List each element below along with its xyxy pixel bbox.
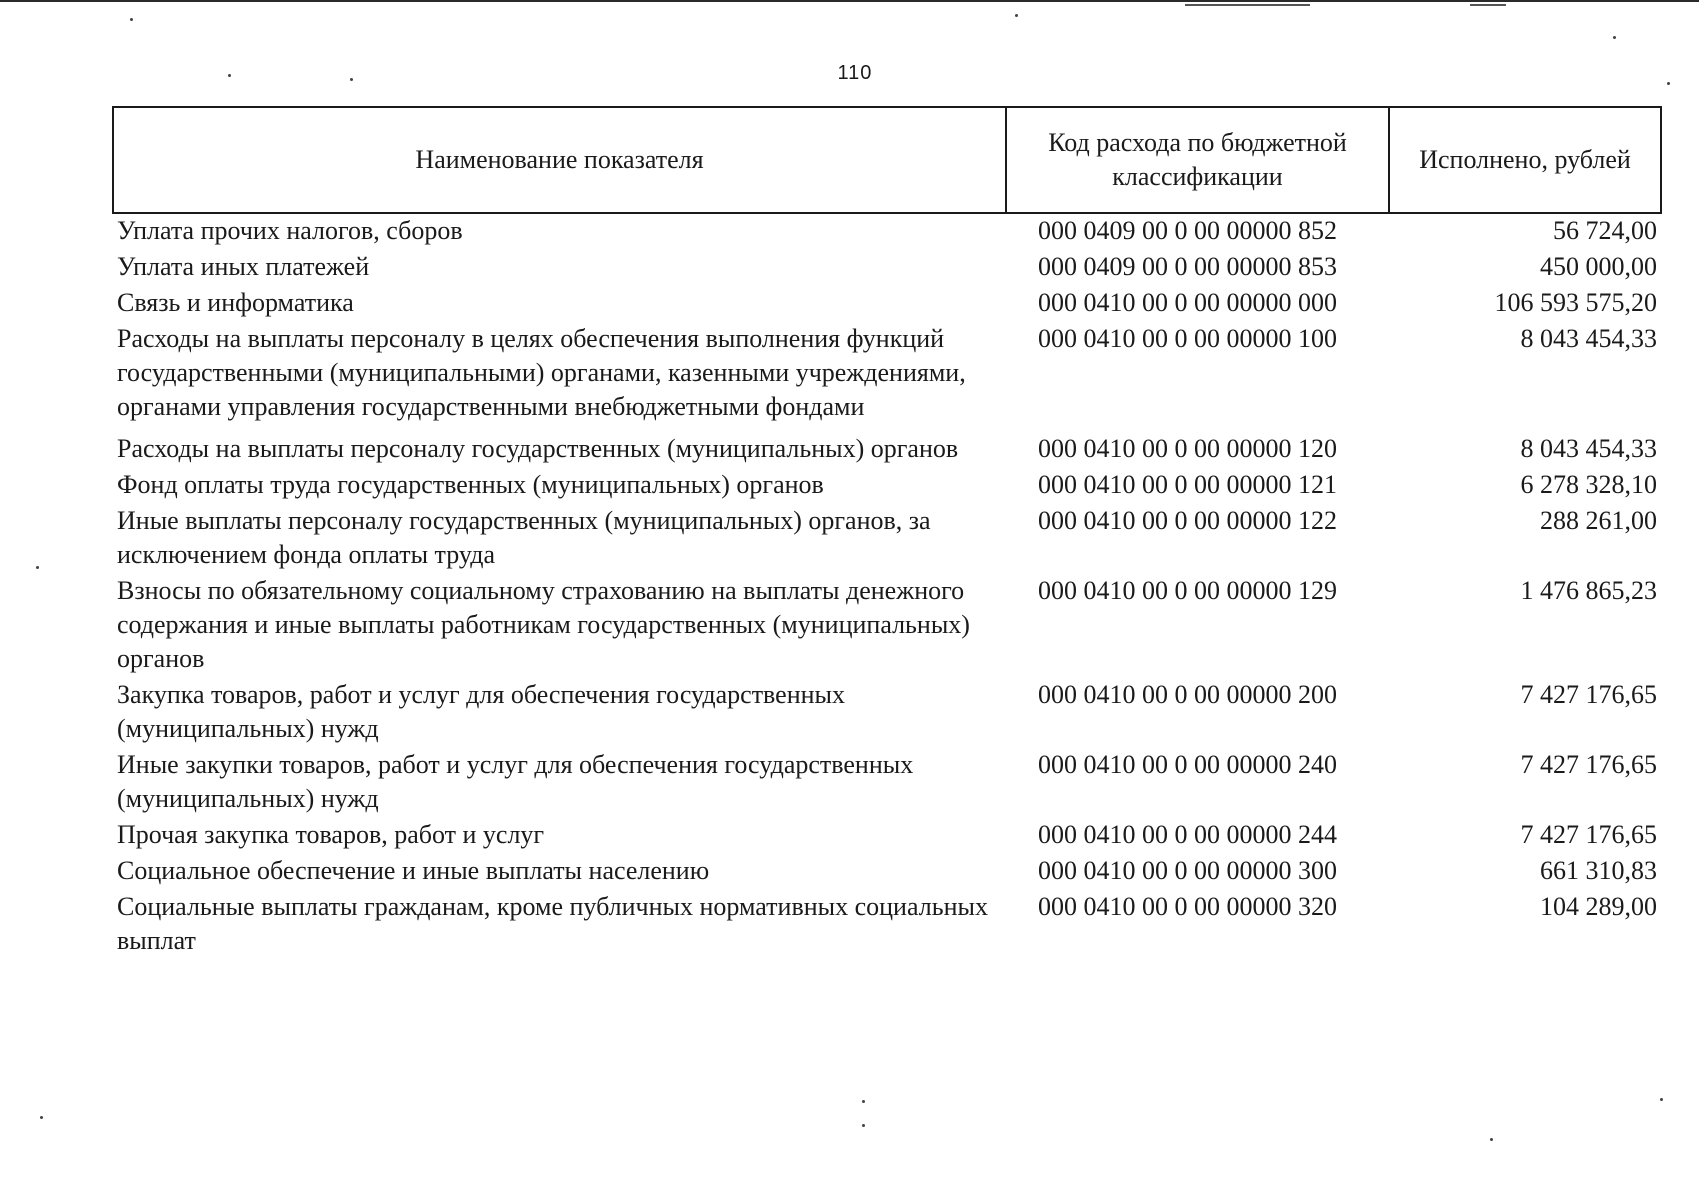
scan-speck bbox=[40, 1116, 43, 1119]
row-code: 000 0409 00 0 00 00000 852 bbox=[1038, 216, 1337, 245]
row-name: Уплата прочих налогов, сборов bbox=[117, 216, 463, 245]
scan-speck bbox=[862, 1100, 865, 1103]
row-sum: 7 427 176,65 bbox=[1520, 820, 1657, 849]
row-name: Расходы на выплаты персоналу государственных (муниципальных) органов bbox=[117, 434, 959, 463]
scan-speck bbox=[228, 74, 231, 77]
row-sum: 450 000,00 bbox=[1540, 252, 1657, 281]
table-row bbox=[113, 678, 1661, 748]
table-row bbox=[113, 574, 1661, 678]
row-sum: 7 427 176,65 bbox=[1520, 750, 1657, 779]
row-code: 000 0410 00 0 00 00000 244 bbox=[1038, 820, 1337, 849]
row-sum: 661 310,83 bbox=[1540, 856, 1657, 885]
row-code: 000 0409 00 0 00 00000 853 bbox=[1038, 252, 1337, 281]
expenditure-table bbox=[112, 106, 1662, 960]
row-name: Взносы по обязательному социальному страхованию на выплаты денежного содержания и иные выплаты работникам государственных (муниципальных) органов bbox=[117, 576, 970, 673]
table-row bbox=[113, 748, 1661, 818]
page-number: 110 bbox=[837, 62, 873, 84]
row-sum: 6 278 328,10 bbox=[1520, 470, 1657, 499]
table-row bbox=[113, 468, 1661, 504]
table-row bbox=[113, 854, 1661, 890]
table-row bbox=[113, 286, 1661, 322]
top-edge-rule bbox=[0, 0, 1699, 2]
row-name: Иные закупки товаров, работ и услуг для обеспечения государственных (муниципальных) нужд bbox=[117, 750, 914, 813]
scan-speck bbox=[1015, 14, 1018, 17]
row-name: Расходы на выплаты персоналу в целях обеспечения выполнения функций государственными (муниципальными) органами, казенными учреждениями, органами управления государственными внебюджетными фондами bbox=[117, 324, 966, 421]
scan-speck bbox=[1660, 1098, 1663, 1101]
table-row bbox=[113, 432, 1661, 468]
scan-speck bbox=[1613, 36, 1616, 39]
scan-speck bbox=[862, 1124, 865, 1127]
row-code: 000 0410 00 0 00 00000 320 bbox=[1038, 892, 1337, 921]
row-code: 000 0410 00 0 00 00000 000 bbox=[1038, 288, 1337, 317]
table-header-row bbox=[113, 107, 1661, 213]
row-code: 000 0410 00 0 00 00000 300 bbox=[1038, 856, 1337, 885]
row-name: Прочая закупка товаров, работ и услуг bbox=[117, 820, 545, 849]
row-sum: 8 043 454,33 bbox=[1520, 324, 1657, 353]
scan-speck bbox=[130, 18, 133, 21]
row-code: 000 0410 00 0 00 00000 121 bbox=[1038, 470, 1337, 499]
header-sum: Исполнено, рублей bbox=[1389, 107, 1661, 213]
row-sum: 7 427 176,65 bbox=[1520, 680, 1657, 709]
scan-mark bbox=[1185, 4, 1310, 6]
row-sum: 8 043 454,33 bbox=[1520, 434, 1657, 463]
row-code: 000 0410 00 0 00 00000 129 bbox=[1038, 576, 1337, 605]
table-row bbox=[113, 322, 1661, 432]
row-sum: 56 724,00 bbox=[1553, 216, 1657, 245]
row-name: Закупка товаров, работ и услуг для обеспечения государственных (муниципальных) нужд bbox=[117, 680, 846, 743]
row-sum: 106 593 575,20 bbox=[1494, 288, 1657, 317]
scan-speck bbox=[350, 78, 353, 81]
row-name: Социальное обеспечение и иные выплаты населению bbox=[117, 856, 710, 885]
header-code: Код расхода по бюджетной классификации bbox=[1006, 107, 1389, 213]
row-name: Социальные выплаты гражданам, кроме публичных нормативных социальных выплат bbox=[117, 892, 988, 955]
table-row bbox=[113, 250, 1661, 286]
scan-speck bbox=[1490, 1138, 1493, 1141]
row-code: 000 0410 00 0 00 00000 120 bbox=[1038, 434, 1337, 463]
table-row bbox=[113, 504, 1661, 574]
row-name: Связь и информатика bbox=[117, 288, 354, 317]
table-row bbox=[113, 818, 1661, 854]
table-row bbox=[113, 890, 1661, 960]
row-code: 000 0410 00 0 00 00000 100 bbox=[1038, 324, 1337, 353]
row-name: Фонд оплаты труда государственных (муниципальных) органов bbox=[117, 470, 824, 499]
row-sum: 1 476 865,23 bbox=[1520, 576, 1657, 605]
row-code: 000 0410 00 0 00 00000 200 bbox=[1038, 680, 1337, 709]
header-name: Наименование показателя bbox=[113, 107, 1006, 213]
table-row bbox=[113, 213, 1661, 250]
row-name: Иные выплаты персоналу государственных (муниципальных) органов, за исключением фонда оплаты труда bbox=[117, 506, 931, 569]
row-name: Уплата иных платежей bbox=[117, 252, 370, 281]
row-code: 000 0410 00 0 00 00000 122 bbox=[1038, 506, 1337, 535]
scan-mark bbox=[1470, 4, 1506, 6]
scan-speck bbox=[1667, 82, 1670, 85]
row-sum: 288 261,00 bbox=[1540, 506, 1657, 535]
scan-speck bbox=[36, 566, 39, 569]
row-sum: 104 289,00 bbox=[1540, 892, 1657, 921]
row-code: 000 0410 00 0 00 00000 240 bbox=[1038, 750, 1337, 779]
